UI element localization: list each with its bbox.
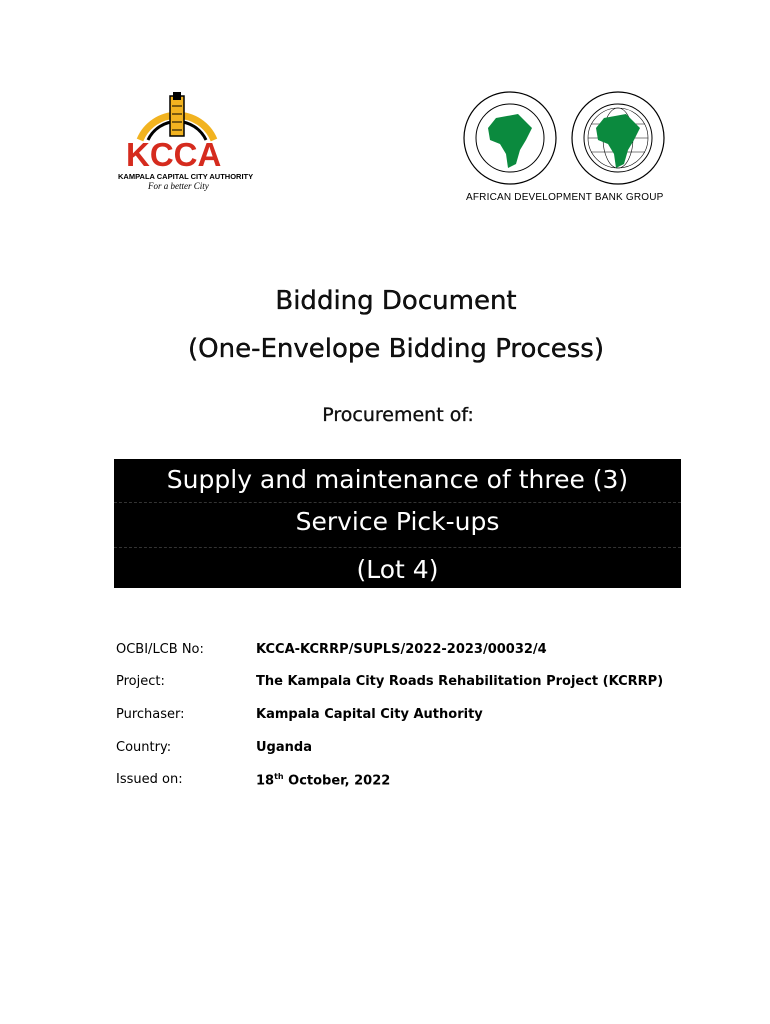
issue-month-year: October, 2022 xyxy=(283,773,391,789)
detail-value: KCCA-KCRRP/SUPLS/2022-2023/00032/4 xyxy=(256,642,547,657)
detail-label: Purchaser: xyxy=(116,707,185,722)
document-subtitle: (One-Envelope Bidding Process) xyxy=(188,334,604,364)
afdb-caption: AFRICAN DEVELOPMENT BANK GROUP xyxy=(466,192,664,203)
detail-value: Kampala Capital City Authority xyxy=(256,707,483,722)
divider xyxy=(114,502,681,503)
detail-value xyxy=(256,772,390,788)
procurement-title-line1: Supply and maintenance of three (3) xyxy=(166,465,629,494)
issue-day-suffix: th xyxy=(274,772,284,781)
procurement-label: Procurement of: xyxy=(322,404,474,426)
document-title: Bidding Document xyxy=(275,286,517,316)
procurement-lot: (Lot 4) xyxy=(356,555,439,584)
afdb-emblem-icon xyxy=(460,88,670,188)
kcca-tagline: For a better City xyxy=(148,181,209,191)
kcca-authority-name: KAMPALA CAPITAL CITY AUTHORITY xyxy=(118,172,254,181)
procurement-title-box xyxy=(114,459,681,588)
detail-value: Uganda xyxy=(256,740,312,755)
issue-day: 18 xyxy=(256,773,275,789)
detail-label: Issued on: xyxy=(116,772,183,787)
detail-label: Country: xyxy=(116,740,172,755)
procurement-title-line2: Service Pick-ups xyxy=(295,507,500,536)
detail-label: OCBI/LCB No: xyxy=(116,642,204,657)
kcca-wordmark: KCCA xyxy=(126,136,222,173)
detail-label: Project: xyxy=(116,674,165,689)
divider xyxy=(114,547,681,548)
detail-value: The Kampala City Roads Rehabilitation Project (KCRRP) xyxy=(256,674,664,689)
